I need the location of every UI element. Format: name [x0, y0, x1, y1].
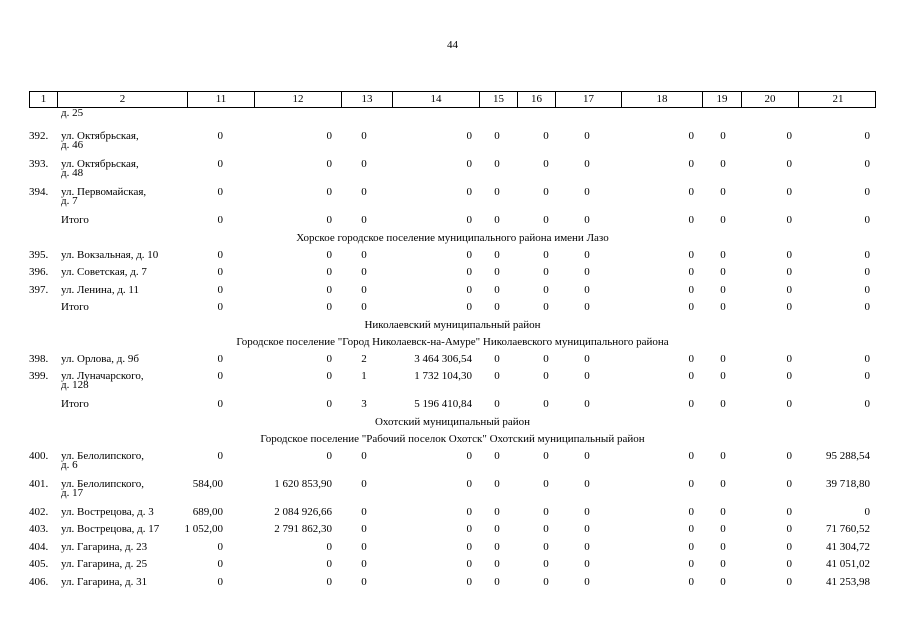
row-value: 0: [543, 558, 549, 570]
row-value: 0: [326, 398, 332, 410]
row-value: 0: [494, 477, 500, 490]
row-value: 0: [466, 505, 472, 518]
row-value: 0: [543, 370, 549, 382]
row-address: ул. Вокзальная, д. 10: [61, 248, 159, 261]
row-number: 401.: [29, 477, 49, 490]
row-value: 0: [466, 575, 472, 588]
section-heading: Хорское городское поселение муниципального района имени Лазо: [296, 231, 609, 244]
row-number: 393.: [29, 158, 49, 170]
row-address: ул. Гагарина, д. 31: [61, 575, 148, 588]
row-address: д. 25: [61, 107, 84, 119]
header-cell: 14: [392, 92, 479, 107]
row-value: 0: [688, 449, 694, 462]
row-value: 0: [326, 449, 332, 462]
row-value: 0: [864, 248, 870, 261]
row-value: 0: [466, 186, 472, 198]
row-value: 0: [864, 398, 870, 410]
row-value: 0: [720, 266, 726, 278]
row-value: 0: [466, 266, 472, 278]
row-value: 0: [466, 558, 472, 570]
row-value: 0: [543, 283, 549, 296]
row-value: 0: [494, 449, 500, 462]
row-value: 0: [466, 449, 472, 462]
row-value: 0: [543, 477, 549, 490]
row-value: 71 760,52: [826, 523, 870, 535]
row-value: 0: [688, 186, 694, 198]
row-value: 0: [864, 186, 870, 198]
row-value: 0: [361, 130, 367, 142]
row-value: 5 196 410,84: [414, 398, 472, 410]
row-value: 0: [864, 130, 870, 142]
header-cell: 12: [254, 92, 341, 107]
row-value: 0: [786, 398, 792, 410]
row-address: д. 128: [61, 379, 89, 391]
row-value: 0: [786, 186, 792, 198]
row-value: 0: [786, 130, 792, 142]
row-value: 0: [584, 186, 590, 198]
row-value: 0: [494, 352, 500, 365]
row-value: 0: [688, 158, 694, 170]
row-value: 0: [361, 301, 367, 313]
row-address: ул. Белолипского,: [61, 477, 144, 490]
row-value: 3 464 306,54: [414, 352, 472, 365]
row-value: 0: [720, 130, 726, 142]
row-value: 0: [864, 301, 870, 313]
row-value: 0: [864, 214, 870, 226]
row-value: 0: [217, 352, 223, 365]
row-value: 0: [864, 283, 870, 296]
row-value: 0: [466, 540, 472, 553]
row-value: 0: [584, 158, 590, 170]
row-value: 0: [361, 540, 367, 553]
row-value: 0: [688, 214, 694, 226]
row-number: 398.: [29, 352, 49, 365]
row-value: 0: [688, 575, 694, 588]
row-value: 0: [720, 186, 726, 198]
row-value: 0: [543, 352, 549, 365]
row-number: 400.: [29, 449, 49, 462]
row-number: 405.: [29, 558, 49, 570]
row-address: ул. Луначарского,: [61, 370, 144, 382]
row-value: 0: [494, 158, 500, 170]
row-value: 1: [361, 370, 367, 382]
row-value: 0: [720, 214, 726, 226]
row-value: 0: [584, 523, 590, 535]
header-cell: 16: [517, 92, 555, 107]
row-value: 0: [494, 283, 500, 296]
page-number: 44: [447, 39, 458, 51]
row-value: 0: [494, 186, 500, 198]
row-value: 0: [466, 477, 472, 490]
row-value: 0: [217, 449, 223, 462]
row-value: 0: [543, 398, 549, 410]
row-number: 397.: [29, 283, 49, 296]
row-value: 0: [494, 248, 500, 261]
row-value: 0: [466, 214, 472, 226]
row-value: 0: [217, 130, 223, 142]
row-value: 1 052,00: [184, 523, 223, 535]
row-value: 0: [720, 558, 726, 570]
row-address: д. 6: [61, 458, 78, 471]
row-value: 0: [720, 523, 726, 535]
row-value: 0: [466, 301, 472, 313]
row-value: 689,00: [192, 505, 223, 518]
row-value: 0: [543, 266, 549, 278]
row-value: 3: [361, 398, 367, 410]
section-heading: Охотский муниципальный район: [374, 415, 531, 428]
row-value: 0: [494, 398, 500, 410]
row-value: 0: [543, 214, 549, 226]
row-number: 394.: [29, 186, 49, 198]
row-value: 0: [466, 158, 472, 170]
row-value: 0: [688, 523, 694, 535]
row-value: 41 253,98: [826, 575, 870, 588]
row-value: 0: [584, 266, 590, 278]
row-value: 0: [543, 158, 549, 170]
row-address: ул. Орлова, д. 9б: [61, 352, 139, 365]
row-value: 41 051,02: [826, 558, 870, 570]
header-cell: 11: [187, 92, 254, 107]
row-value: 0: [688, 301, 694, 313]
row-value: 0: [361, 158, 367, 170]
header-cell: 21: [798, 92, 877, 107]
row-value: 0: [361, 505, 367, 518]
row-value: 0: [326, 575, 332, 588]
row-value: 0: [543, 523, 549, 535]
row-value: 0: [688, 352, 694, 365]
row-value: 0: [584, 301, 590, 313]
row-value: 0: [494, 558, 500, 570]
row-number: 406.: [29, 575, 49, 588]
row-value: 0: [786, 214, 792, 226]
row-value: 0: [326, 540, 332, 553]
row-value: 0: [584, 130, 590, 142]
row-value: 0: [326, 158, 332, 170]
row-value: 0: [720, 248, 726, 261]
row-value: 0: [688, 477, 694, 490]
row-value: 0: [217, 214, 223, 226]
row-value: 0: [217, 398, 223, 410]
row-value: 2 084 926,66: [274, 505, 332, 518]
row-value: 0: [326, 352, 332, 365]
row-address: д. 46: [61, 139, 84, 151]
row-value: 0: [584, 477, 590, 490]
row-value: 0: [494, 266, 500, 278]
row-address: ул. Гагарина, д. 23: [61, 540, 148, 553]
row-value: 0: [786, 266, 792, 278]
header-cell: 2: [57, 92, 187, 107]
row-value: 0: [688, 248, 694, 261]
row-value: 0: [494, 523, 500, 535]
row-value: 0: [786, 575, 792, 588]
row-value: 0: [361, 477, 367, 490]
row-value: 584,00: [192, 477, 223, 490]
row-value: 0: [494, 301, 500, 313]
row-address: ул. Октябрьская,: [61, 130, 139, 142]
row-value: 0: [543, 540, 549, 553]
row-value: 0: [584, 540, 590, 553]
row-value: 0: [361, 523, 367, 535]
row-value: 0: [584, 352, 590, 365]
row-value: 0: [584, 370, 590, 382]
row-value: 0: [326, 214, 332, 226]
row-address: ул. Ленина, д. 11: [61, 283, 140, 296]
row-value: 0: [494, 214, 500, 226]
row-value: 0: [786, 352, 792, 365]
row-value: 0: [720, 540, 726, 553]
row-value: 0: [326, 266, 332, 278]
row-value: 2: [361, 352, 367, 365]
row-value: 0: [786, 540, 792, 553]
row-value: 0: [466, 130, 472, 142]
row-value: 0: [494, 370, 500, 382]
row-value: 0: [864, 158, 870, 170]
row-value: 0: [864, 352, 870, 365]
row-value: 0: [494, 505, 500, 518]
row-address: Итого: [61, 301, 89, 313]
row-value: 0: [217, 370, 223, 382]
row-value: 0: [786, 523, 792, 535]
row-number: 396.: [29, 266, 49, 278]
row-value: 0: [326, 186, 332, 198]
row-value: 0: [688, 266, 694, 278]
row-address: Итого: [61, 398, 89, 410]
row-address: ул. Октябрьская,: [61, 158, 139, 170]
row-address: д. 17: [61, 486, 84, 499]
row-value: 0: [466, 283, 472, 296]
row-value: 0: [494, 575, 500, 588]
row-value: 0: [786, 370, 792, 382]
row-value: 0: [786, 301, 792, 313]
header-cell: 20: [741, 92, 798, 107]
row-value: 0: [720, 575, 726, 588]
row-value: 0: [584, 449, 590, 462]
row-address: ул. Вострецова, д. 17: [61, 523, 160, 535]
row-value: 0: [688, 370, 694, 382]
row-address: ул. Советская, д. 7: [61, 266, 147, 278]
row-value: 0: [361, 575, 367, 588]
row-value: 0: [466, 523, 472, 535]
row-value: 0: [720, 398, 726, 410]
row-value: 0: [720, 352, 726, 365]
row-value: 0: [466, 248, 472, 261]
row-value: 0: [217, 266, 223, 278]
row-address: д. 48: [61, 167, 84, 179]
row-address: ул. Первомайская,: [61, 186, 147, 198]
row-value: 39 718,80: [826, 477, 870, 490]
row-value: 0: [494, 130, 500, 142]
section-heading: Городское поселение "Рабочий поселок Охотск" Охотский муниципальный район: [260, 432, 645, 445]
row-value: 0: [543, 130, 549, 142]
row-value: 0: [326, 370, 332, 382]
row-value: 0: [688, 558, 694, 570]
row-value: 0: [786, 449, 792, 462]
row-value: 0: [720, 301, 726, 313]
row-value: 0: [720, 283, 726, 296]
row-value: 0: [864, 370, 870, 382]
row-value: 0: [688, 505, 694, 518]
row-number: 404.: [29, 540, 49, 553]
row-value: 0: [584, 575, 590, 588]
row-value: 0: [786, 505, 792, 518]
row-value: 0: [786, 158, 792, 170]
row-value: 0: [720, 477, 726, 490]
header-cell: 18: [621, 92, 702, 107]
row-value: 95 288,54: [826, 449, 870, 462]
row-value: 0: [720, 370, 726, 382]
row-value: 0: [217, 540, 223, 553]
row-value: 0: [217, 248, 223, 261]
row-value: 0: [543, 301, 549, 313]
row-value: 0: [361, 266, 367, 278]
row-value: 0: [584, 558, 590, 570]
row-value: 2 791 862,30: [274, 523, 332, 535]
row-value: 0: [584, 398, 590, 410]
row-number: 402.: [29, 505, 49, 518]
row-value: 0: [217, 558, 223, 570]
row-value: 0: [326, 301, 332, 313]
row-value: 0: [543, 248, 549, 261]
section-heading: Городское поселение "Город Николаевск-на-Амуре" Николаевского муниципального района: [236, 335, 669, 348]
row-value: 0: [326, 283, 332, 296]
row-address: д. 7: [61, 195, 78, 207]
row-value: 0: [326, 130, 332, 142]
row-value: 0: [361, 186, 367, 198]
header-cell: 17: [555, 92, 621, 107]
row-value: 0: [688, 130, 694, 142]
row-value: 0: [543, 186, 549, 198]
row-number: 392.: [29, 130, 49, 142]
row-value: 0: [217, 575, 223, 588]
row-value: 0: [494, 540, 500, 553]
row-value: 0: [584, 214, 590, 226]
table-header: [29, 91, 876, 108]
row-value: 0: [688, 398, 694, 410]
section-heading: Николаевский муниципальный район: [364, 318, 541, 331]
row-value: 0: [217, 186, 223, 198]
row-number: 399.: [29, 370, 49, 382]
row-address: ул. Белолипского,: [61, 449, 144, 462]
row-value: 0: [720, 158, 726, 170]
row-value: 41 304,72: [826, 540, 870, 553]
row-value: 0: [217, 301, 223, 313]
row-value: 0: [361, 248, 367, 261]
row-value: 0: [584, 283, 590, 296]
row-value: 0: [720, 449, 726, 462]
row-value: 0: [786, 248, 792, 261]
header-cell: 15: [479, 92, 517, 107]
row-value: 0: [361, 283, 367, 296]
row-value: 1 620 853,90: [274, 477, 332, 490]
row-value: 0: [584, 505, 590, 518]
header-cell: 19: [702, 92, 741, 107]
row-value: 0: [864, 505, 870, 518]
row-address: Итого: [61, 214, 89, 226]
row-value: 0: [786, 477, 792, 490]
row-value: 0: [688, 540, 694, 553]
row-value: 0: [864, 266, 870, 278]
header-cell: 13: [341, 92, 392, 107]
row-value: 0: [584, 248, 590, 261]
row-value: 0: [217, 158, 223, 170]
row-value: 0: [326, 558, 332, 570]
row-value: 0: [543, 505, 549, 518]
row-number: 403.: [29, 523, 49, 535]
row-address: ул. Гагарина, д. 25: [61, 558, 148, 570]
row-value: 0: [361, 449, 367, 462]
row-value: 1 732 104,30: [414, 370, 472, 382]
row-address: ул. Вострецова, д. 3: [61, 505, 154, 518]
row-value: 0: [543, 449, 549, 462]
header-cell: 1: [40, 93, 47, 105]
row-value: 0: [543, 575, 549, 588]
row-value: 0: [326, 248, 332, 261]
row-value: 0: [361, 558, 367, 570]
row-value: 0: [361, 214, 367, 226]
row-value: 0: [688, 283, 694, 296]
row-value: 0: [217, 283, 223, 296]
row-value: 0: [786, 558, 792, 570]
row-number: 395.: [29, 248, 49, 261]
row-value: 0: [786, 283, 792, 296]
row-value: 0: [720, 505, 726, 518]
